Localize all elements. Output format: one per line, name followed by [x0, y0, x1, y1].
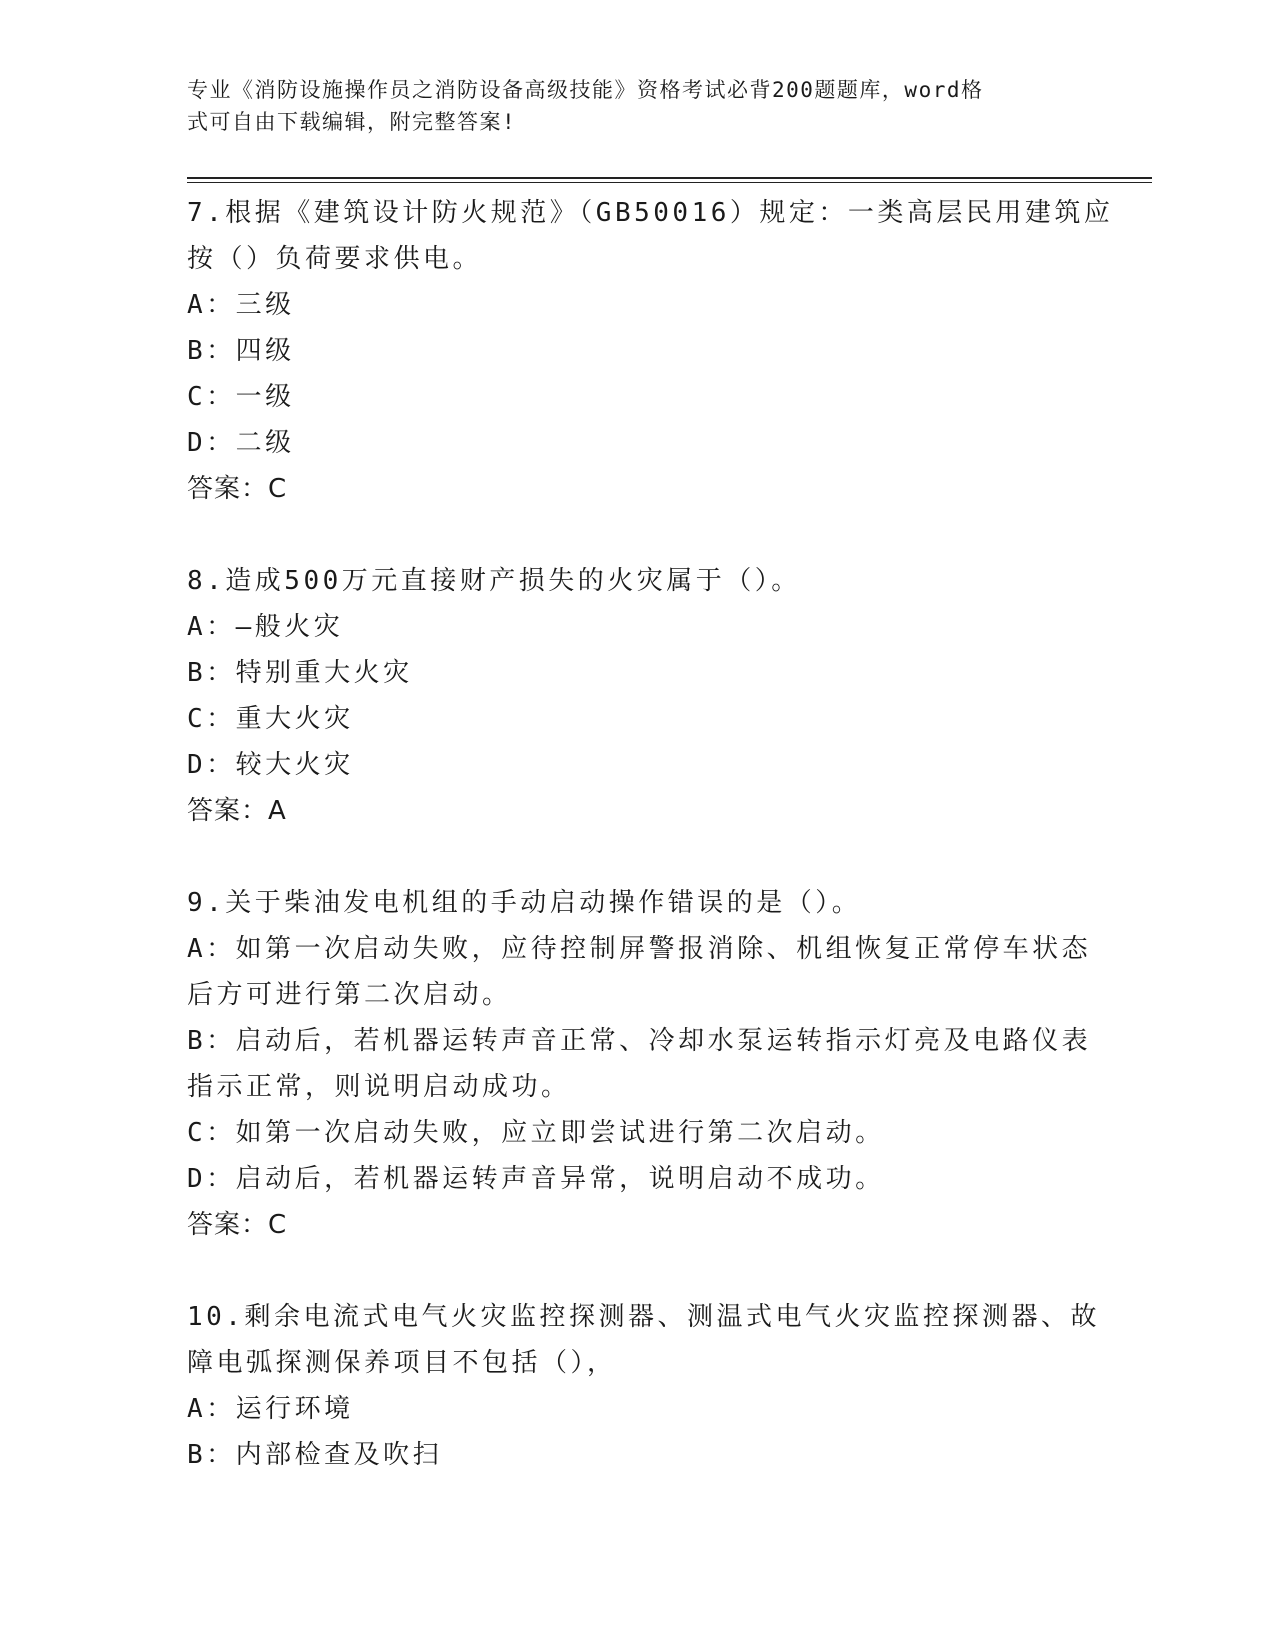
- spacer: [187, 834, 1087, 880]
- option-a: A：运行环境: [187, 1394, 354, 1424]
- question-stem: 8.造成500万元直接财产损失的火灾属于（）。: [187, 566, 801, 596]
- question-stem: 障电弧探测保养项目不包括（），: [187, 1348, 617, 1378]
- option-b: B：特别重大火灾: [187, 658, 413, 688]
- answer: 答案：A: [187, 796, 287, 826]
- option-d: D：二级: [187, 428, 295, 458]
- question-8: [187, 558, 1087, 834]
- question-stem: 按（）负荷要求供电。: [187, 244, 483, 274]
- header-line-1: 专业《消防设施操作员之消防设备高级技能》资格考试必背200题题库，word格: [187, 78, 984, 102]
- option-b: B：四级: [187, 336, 295, 366]
- option-c: C：一级: [187, 382, 295, 412]
- question-stem: 7.根据《建筑设计防火规范》（GB50016）规定：一类高层民用建筑应: [187, 198, 1114, 228]
- option-d: D：启动后，若机器运转声音异常，说明启动不成功。: [187, 1164, 885, 1194]
- spacer: [187, 512, 1087, 558]
- header-divider-thin: [187, 182, 1152, 183]
- document-header: [187, 74, 1067, 138]
- option-c: C：重大火灾: [187, 704, 354, 734]
- question-stem: 10.剩余电流式电气火灾监控探测器、测温式电气火灾监控探测器、故: [187, 1302, 1100, 1332]
- answer: 答案：C: [187, 1210, 288, 1240]
- option-a: A：如第一次启动失败，应待控制屏警报消除、机组恢复正常停车状态: [187, 934, 1092, 964]
- header-divider-thick: [187, 177, 1152, 179]
- option-c: C：如第一次启动失败，应立即尝试进行第二次启动。: [187, 1118, 885, 1148]
- header-line-2: 式可自由下载编辑，附完整答案!: [187, 110, 517, 134]
- spacer: [187, 1248, 1087, 1294]
- option-b: B：内部检查及吹扫: [187, 1440, 443, 1470]
- option-b-continued: 指示正常，则说明启动成功。: [187, 1072, 571, 1102]
- option-a: A：—般火灾: [187, 612, 344, 642]
- option-a: A：三级: [187, 290, 295, 320]
- option-a-continued: 后方可进行第二次启动。: [187, 980, 512, 1010]
- option-d: D：较大火灾: [187, 750, 354, 780]
- question-stem: 9.关于柴油发电机组的手动启动操作错误的是（）。: [187, 888, 862, 918]
- question-9: [187, 880, 1092, 1248]
- answer: 答案：C: [187, 474, 288, 504]
- question-list: [187, 190, 1114, 1478]
- question-10: [187, 1294, 1100, 1478]
- question-7: [187, 190, 1114, 512]
- option-b: B：启动后，若机器运转声音正常、冷却水泵运转指示灯亮及电路仪表: [187, 1026, 1092, 1056]
